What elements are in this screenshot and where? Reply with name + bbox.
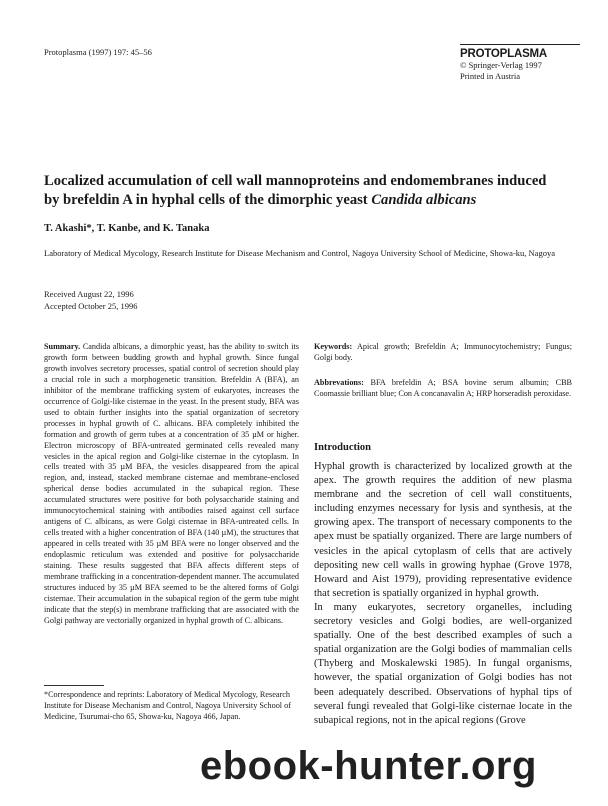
accepted-date: Accepted October 25, 1996 bbox=[44, 301, 138, 311]
introduction-body bbox=[314, 460, 572, 728]
title-species: Candida albicans bbox=[371, 192, 477, 208]
printed-line: Printed in Austria bbox=[460, 71, 520, 81]
abbreviations-block bbox=[314, 378, 572, 400]
received-date: Received August 22, 1996 bbox=[44, 289, 134, 299]
journal-reference: Protoplasma (1997) 197: 45–56 bbox=[44, 47, 152, 57]
keywords-block bbox=[314, 342, 572, 364]
copyright-line: © Springer-Verlag 1997 bbox=[460, 60, 542, 70]
summary-text: Candida albicans, a dimorphic yeast, has the ability to switch its growth form between budding growth and hyphal growth. Since fungal growth involves secretory processes, spatial control of secretion should play a crucial role in such a morphogenetic transition. Brefeldin A (BFA), an inhibitor of the membrane trafficking system of eukaryotes, increases the occurrence of Golgi-like cisternae in the yeast. In the present study, BFA was used to obtain further insights into the spatial organization of secretory processes in hyphal growth of C. albicans. BFA completely inhibited the formation and growth of germ tubes at a concentration of 35 µM or higher. Electron microscopy of BFA-untreated germinated cells revealed many vesicles in the apical region and Golgi-like cisternae in the cytoplasm. In cells treated with 35 µM BFA, the vesicles disappeared from the apical region, and, instead, stacked membrane cisternae and membrane-enclosed spherical dense bodies accumulated in the subapical region. These accumulated structures were positive for both polysaccharide staining and immunocytochemical staining with antibodies raised against cell surface antigens of C. albicans, as were Golgi cisternae in BFA-untreated cells. In cells treated with a higher concentration of BFA (140 µM), the structures that appeared in cells treated with 35 µM BFA were no longer observed and the endoplasmic reticulum was extended and positive for polysaccharide staining. These results suggested that BFA affects different steps of membrane trafficking in a concentration-dependent manner. The accumulated structures induced by 35 µM BFA seemed to be the altered forms of Golgi cisternae. Their accumulation in the subapical region of the germ tube might indicate that the step(s) in membrane trafficking that are associated with the Golgi pathway are vectorially organized in hyphal growth of C. albicans. bbox=[44, 342, 299, 625]
introduction-paragraph-2: In many eukaryotes, secretory organelles, including secretory vesicles and Golgi bodies, are well-organized spatially. One of the best described examples of such a spatial organization are the Golgi bodies of mammalian cells (Thyberg and Moskalewski 1985). In fungal organisms, however, the spatial organization of Golgi bodies has not been adequately described. Observations of hyphal tips of several fungi revealed that Golgi-like cisternae locate in the subapical regions, not in the apical regions (Grove bbox=[314, 601, 572, 726]
keywords-label: Keywords: bbox=[314, 342, 353, 351]
introduction-paragraph-1: Hyphal growth is characterized by localized growth at the apex. The growth requires the addition of new plasma membrane and the secretion of cell wall constituents, including enzymes necessary for lysis and synthesis, at the growing apex. The transport of necessary components to the apex must be spatially organized. There are large numbers of vesicles in the apical cytoplasm of cells that are actively depositing new cell walls in growing hyphae (Grove 1978, Howard and Aist 1979), providing representative evidence that secretion is spatially organized in hyphal growth. bbox=[314, 461, 572, 599]
summary-label: Summary. bbox=[44, 342, 81, 351]
author-list: T. Akashi*, T. Kanbe, and K. Tanaka bbox=[44, 223, 210, 234]
title-main: Localized accumulation of cell wall mannoproteins and endomembranes induced by brefeldin A in hyphal cells of the dimorphic yeast bbox=[44, 173, 547, 208]
affiliation: Laboratory of Medical Mycology, Research Institute for Disease Mechanism and Control, Nagoya University School of Medicine, Showa-ku, Nagoya bbox=[44, 248, 555, 258]
journal-name: PROTOPLASMA bbox=[460, 48, 548, 60]
watermark-logo: ebook-hunter.org bbox=[200, 744, 537, 788]
journal-masthead bbox=[460, 44, 580, 82]
abbreviations-label: Abbrevations: bbox=[314, 378, 364, 387]
correspondence-footnote: *Correspondence and reprints: Laboratory of Medical Mycology, Research Institute for Disease Mechanism and Control, Nagoya University School of Medicine, Tsurumai-cho 65, Showa-ku, Nagoya 466, Japan. bbox=[44, 690, 291, 721]
keywords-text: Apical growth; Brefeldin A; Immunocytochemistry; Fungus; Golgi body. bbox=[314, 342, 572, 362]
masthead-rule bbox=[460, 44, 580, 45]
summary-paragraph bbox=[44, 342, 299, 627]
footnote-rule bbox=[44, 685, 104, 686]
article-title bbox=[44, 172, 564, 210]
article-dates bbox=[44, 288, 137, 312]
abbreviations-text: BFA brefeldin A; BSA bovine serum albumin; CBB Coomassie brilliant blue; Con A concanavalin A; HRP horseradish peroxidase. bbox=[314, 378, 572, 398]
introduction-heading: Introduction bbox=[314, 442, 371, 453]
